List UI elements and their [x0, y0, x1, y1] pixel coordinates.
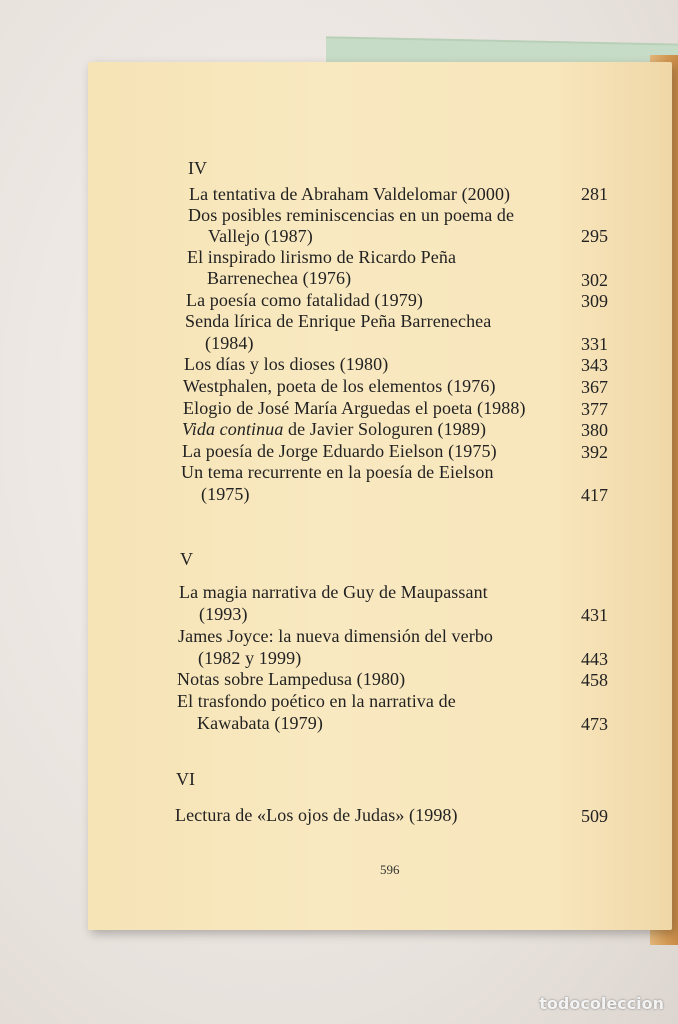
toc-entry-title-cont: Kawabata (1979) [197, 713, 323, 733]
toc-entry-page: 343 [581, 355, 608, 375]
toc-entry-page: 331 [581, 334, 608, 354]
toc-entry-title-cont: (1975) [201, 484, 250, 504]
toc-entry-title: El trasfondo poético en la narrativa de [177, 691, 456, 711]
toc-entry-title-cont: (1984) [205, 333, 254, 353]
toc-entry-page: 367 [581, 377, 608, 397]
toc-entry-page: 380 [581, 420, 608, 440]
toc-entry-title: Los días y los dioses (1980) [184, 354, 389, 374]
toc-entry-title: El inspirado lirismo de Ricardo Peña [187, 247, 457, 267]
toc-entry-page: 309 [581, 291, 608, 311]
toc-entry-page: 458 [581, 670, 608, 690]
section-heading-v: V [180, 549, 193, 569]
page-number: 596 [380, 862, 400, 877]
toc-entry-title: La poesía como fatalidad (1979) [186, 290, 424, 310]
watermark-logo: todocoleccion [539, 994, 664, 1013]
toc-entry-page: 295 [581, 226, 608, 246]
toc-entry-title-cont: Barrenechea (1976) [207, 268, 352, 288]
toc-entry-page: 377 [581, 399, 608, 419]
toc-entry-title: Un tema recurrente en la poesía de Eielson [181, 462, 494, 482]
toc-entry-title: La magia narrativa de Guy de Maupassant [179, 582, 488, 602]
toc-entry-page: 281 [581, 184, 608, 204]
toc-entry-title: Elogio de José María Arguedas el poeta (1988) [183, 398, 526, 418]
toc-entry-title [182, 419, 486, 440]
section-heading-vi: VI [176, 769, 195, 789]
toc-entry-page: 431 [581, 605, 608, 625]
toc-entry-title-cont: (1982 y 1999) [198, 648, 302, 668]
toc-entry-title: Notas sobre Lampedusa (1980) [177, 669, 406, 689]
toc-entry-page: 417 [581, 485, 608, 505]
toc-entry-page: 302 [581, 270, 608, 290]
toc-entry-title-italic: Vida continua [182, 419, 284, 439]
toc-entry-title: La poesía de Jorge Eduardo Eielson (1975) [182, 441, 497, 461]
toc-entry-page: 509 [581, 806, 608, 826]
toc-entry-title-cont: (1993) [199, 604, 248, 624]
section-heading-iv: IV [188, 158, 207, 178]
book-page [88, 62, 672, 930]
toc-entry-title: Senda lírica de Enrique Peña Barrenechea [185, 311, 492, 331]
toc-entry-title: Westphalen, poeta de los elementos (1976) [183, 376, 496, 396]
toc-entry-title: James Joyce: la nueva dimensión del verbo [178, 626, 494, 646]
toc-entry-title: Dos posibles reminiscencias en un poema de [188, 205, 515, 225]
toc-entry-page: 392 [581, 442, 608, 462]
toc-entry-title: La tentativa de Abraham Valdelomar (2000) [189, 184, 511, 204]
toc-entry-page: 443 [581, 649, 608, 669]
toc-entry-title: Lectura de «Los ojos de Judas» (1998) [175, 805, 458, 825]
toc-entry-page: 473 [581, 714, 608, 734]
toc-entry-title-cont: Vallejo (1987) [208, 226, 313, 246]
toc-entry-title-rest: de Javier Sologuren (1989) [283, 419, 487, 439]
